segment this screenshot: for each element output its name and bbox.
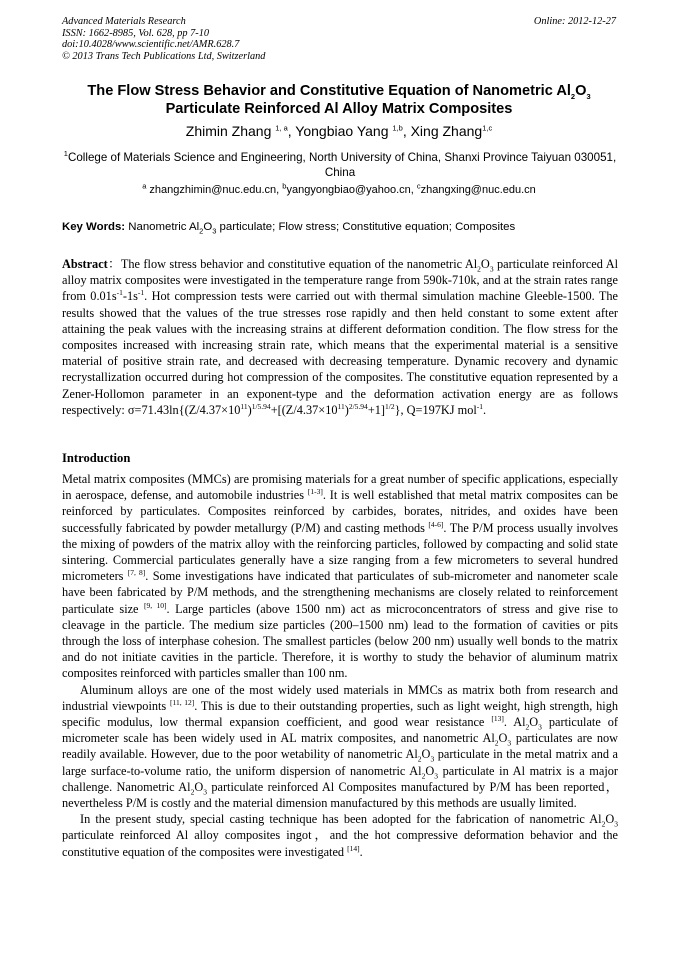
online-date: Online: 2012-12-27 [533, 16, 616, 27]
author-emails: $^a$ zhangzhimin@nuc.edu.cn, $^b$yangyongbiao@yahoo.cn, $^c$zhangxing@nuc.edu.cn [142, 181, 536, 196]
copyright-line: © 2013 Trans Tech Publications Ltd, Switzerland [62, 50, 266, 62]
keywords: Key Words: Nanometric $Al_2O_3$ particulate; Flow stress; Constitutive equation; Composites [62, 221, 516, 236]
abstract-label: Abstract [62, 257, 108, 271]
section-heading-introduction: Introduction [62, 451, 131, 465]
paper-title [40, 83, 638, 118]
affiliation: $^1$College of Materials Science and Engineering, North University of China, Shanxi Province Taiyuan 030051, China [63, 149, 617, 179]
journal-name: Advanced Materials Research [62, 16, 186, 27]
intro-paragraph-3: In the present study, special casting technique has been adopted for the fabrication of nanometric $Al_2O_3$ particulate reinforced Al alloy composites ingot，and the hot compressive deformation behavior and the constitutive equation of the composites were investigated [14]. [62, 812, 618, 859]
intro-paragraph-1: Metal matrix composites (MMCs) are promising materials for a great number of specific applications, especially in aerospace, defense, and automobile industries [1-3]. It is well established that metal matrix composites can be reinforced by particulates. Composites reinforced by carbides, borates, nitrides, and oxides have been successfully fabricated by powder metallurgy (P/M) and casting methods [4-6]. The P/M process usually involves the mixing of powders of the matrix alloy with the reinforcing particles, followed by compacting and solid state sintering. Commercial particulates generally have a size ranging from a few micrometers to several hundred micrometers [7, 8]. Some investigations have indicated that particulates of sub-micrometer and nanometer scale have been fabricated by P/M methods, and the strengthening mechanisms are closely related to reinforcement particulate size [9, 10]. Large particles (above 1500 nm) act as microconcentrators of stress and give rise to cleavage in the particle. The medium size particles (200–1500 nm) lead to the formation of cavities or pits through the loss of interphase cohesion. The smallest particles (below 200 nm) usually well bonds to the matrix and do not initiate cavities in the particle. Therefore, it is worthy to study the behavior of aluminum matrix composites reinforced with particles smaller than 100 nm. [62, 472, 619, 681]
intro-paragraph-2: Aluminum alloys are one of the most widely used materials in MMCs as matrix both from research and industrial viewpoints [11, 12]. This is due to their outstanding properties, such as light weight, high strength, high specific modulus, low thermal expansion coefficient, and good wear resistance [13]. $Al_2O_3$ particulate of micrometer scale has been widely used in AL matrix composites, and nanometric $Al_2O_3$ particulates are now readily available. However, due to the poor wetability of nanometric $Al_2O_3$ particulate in the metal matrix and a large surface-to-volume ratio, the uniform dispersion of nanometric $Al_2O_3$ particulate in Al matrix is a major challenge. Nanometric $Al_2O_3$ particulate reinforced Al Composites manufactured by P/M has been reported，nevertheless P/M is costly and the material dimension manufactured by this methods are usually limited. [62, 682, 619, 811]
introduction-body [62, 471, 618, 860]
abstract: Abstract：The flow stress behavior and constitutive equation of the nanometric $Al_2O_3$ particulate reinforced Al alloy matrix composites were investigated in the temperature range from 590k-710k, and at the strain rates range from $0.01s^{-1}-1s^{-1}$. Hot compression tests were carried out with thermal simulation machine Gleeble-1500. The results showed that the values of the true stresses rose rapidly and then held constant to some extent after attaining the peak values with the increasing strains at different deformation condition. The flow stress for the composites increased with increasing strain rate, which means that the experimental material is a sensitive material of positive strain rate, and decreased with decreasing temperature. Dynamic recovery and dynamic recrystallization occurred during hot compression of the composites. The constitutive equation represented by a Zener-Hollomon parameter in an exponent-type and the deformation activation energy are as follows respectively: $\sigma=71.43\ln\{(Z/4.37\times 10^{11})^{1/5.94}+[(Z/4.37\times 10^{11})^{2/5.94}+1]^{1/2}\}$, Q=197KJ mol$^{-1}$. [62, 257, 618, 417]
doi-line: doi:10.4028/www.scientific.net/AMR.628.7 [62, 39, 240, 51]
keywords-label: Key Words: [62, 221, 126, 233]
title-line-1: The Flow Stress Behavior and Constitutive Equation of Nanometric $Al_2O_3$ [87, 83, 591, 101]
title-line-2: Particulate Reinforced Al Alloy Matrix Composites [165, 100, 513, 117]
journal-header [62, 16, 265, 62]
author-list: Zhimin Zhang $^{1, a}$, Yongbiao Yang $^{1,b}$, Xing Zhang$^{1,c}$ [185, 123, 493, 139]
issn-line: ISSN: 1662-8985, Vol. 628, pp 7-10 [62, 27, 210, 39]
